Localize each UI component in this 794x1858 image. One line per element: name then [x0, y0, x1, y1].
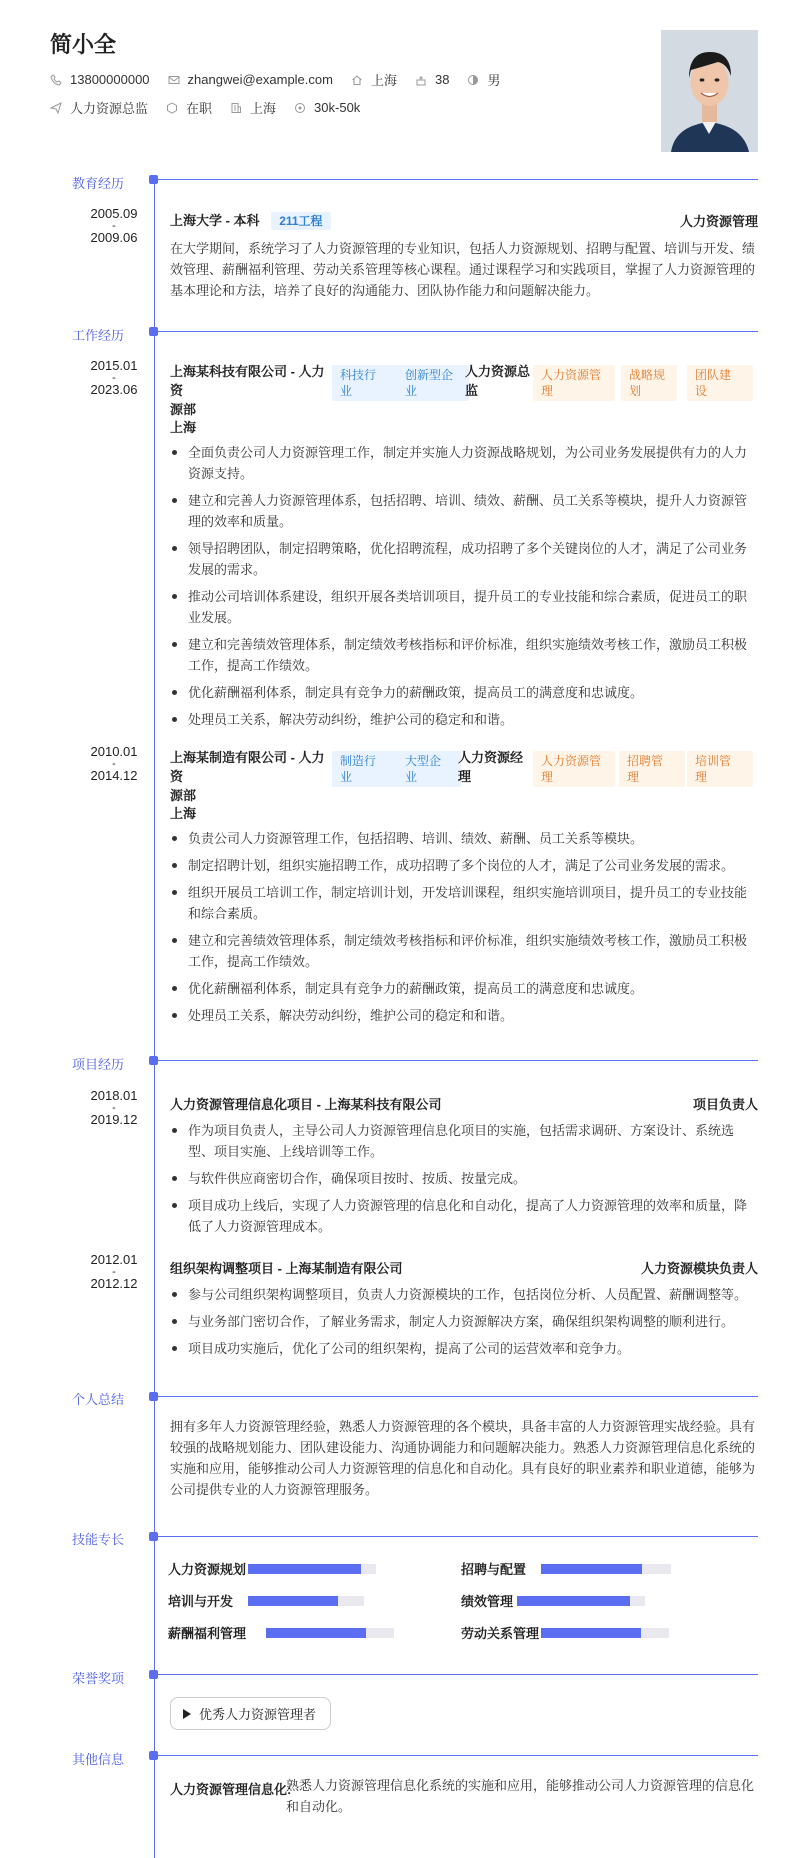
title-line: 人力资源总: [465, 364, 531, 379]
date-separator: -: [112, 758, 116, 770]
section-divider: [158, 331, 758, 332]
skill-item: [461, 1591, 645, 1610]
section-title-work: 工作经历: [72, 328, 125, 343]
section-marker: [149, 1392, 158, 1401]
project-date: [84, 1088, 144, 1128]
list-item: 作为项目负责人，主导公司人力资源管理信息化项目的实施，包括需求调研、方案设计、系统选型、项目实施、上线培训等工作。: [170, 1120, 758, 1162]
other-label: 人力资源管理信息化:: [170, 1782, 292, 1797]
skill-item: [168, 1559, 376, 1578]
skill-bar: [266, 1628, 394, 1638]
date-separator: -: [112, 1266, 116, 1278]
end-date: 2023.06: [90, 382, 138, 397]
status-icon: [166, 102, 178, 114]
company-line: 源部: [170, 788, 197, 803]
tag-text: 大型企 业: [405, 754, 442, 784]
tag-text: 人力资源管 理: [541, 754, 602, 784]
education-entry: [170, 210, 331, 230]
section-marker: [149, 1670, 158, 1679]
skill-tag: [619, 751, 685, 787]
project-name: 人力资源管理信息化项目 - 上海某科技有限公司: [170, 1097, 442, 1112]
skill-name: 招聘与配置: [461, 1562, 527, 1577]
other-text: 熟悉人力资源管理信息化系统的实施和应用，能够推动公司人力资源管理的信息化和自动化。: [286, 1778, 755, 1814]
start-date: 2012.01: [90, 1252, 138, 1267]
target-position: 人力资源总监: [70, 101, 149, 116]
section-divider: [158, 1674, 758, 1675]
skill-bar: [541, 1628, 669, 1638]
tag-text: 团队建 设: [695, 368, 732, 398]
project-role: 项目负责人: [692, 1097, 758, 1112]
section-marker: [149, 1532, 158, 1541]
gender-icon: [467, 74, 479, 86]
tag-text: 科技行 业: [340, 368, 377, 398]
company-line: 上海某科技有限公司 - 人力资: [170, 364, 325, 398]
section-divider: [158, 179, 758, 180]
work-title: [465, 362, 535, 400]
section-marker: [149, 1751, 158, 1760]
list-item: 优化薪酬福利体系，制定具有竞争力的薪酬政策，提高员工的满意度和忠诚度。: [170, 682, 758, 703]
company-type-tag: [397, 365, 469, 401]
skill-item: [168, 1623, 394, 1642]
timeline-line: [154, 179, 155, 1858]
project-bullets: [170, 1120, 758, 1243]
work-date: [84, 358, 144, 398]
education-description: 在大学期间，系统学习了人力资源管理的专业知识，包括人力资源规划、招聘与配置、培训与开发、绩效管理、薪酬福利管理、劳动关系管理等核心课程。通过课程学习和实践项目，掌握了人力资源管理的基本理论和方法，培养了良好的沟通能力、团队协作能力和问题解决能力。: [170, 241, 756, 298]
date-separator: -: [112, 372, 116, 384]
tag-text: 人力资源管理: [541, 368, 602, 398]
industry-tag: [332, 365, 404, 401]
section-title-projects: 项目经历: [72, 1057, 125, 1072]
list-item: 负责公司人力资源管理工作，包括招聘、培训、绩效、薪酬、员工关系等模块。: [170, 828, 758, 849]
end-date: 2009.06: [90, 230, 138, 245]
phone-icon: [50, 74, 62, 86]
skill-level: [541, 1628, 641, 1638]
tag-text: 培训管 理: [695, 754, 732, 784]
industry-tag: [332, 751, 404, 787]
list-item: 参与公司组织架构调整项目，负责人力资源模块的工作，包括岗位分析、人员配置、薪酬调整等。: [170, 1284, 758, 1305]
skill-level: [517, 1596, 630, 1606]
list-item: 领导招聘团队，制定招聘策略，优化招聘流程，成功招聘了多个关键岗位的人才，满足了公司业务发展的需求。: [170, 538, 758, 580]
work-city: 上海: [250, 101, 277, 116]
start-date: 2005.09: [90, 206, 138, 221]
skill-item: [168, 1591, 364, 1610]
skill-level: [248, 1564, 361, 1574]
skill-tag: [533, 751, 615, 787]
work-bullets: [170, 828, 758, 1032]
skill-bar: [248, 1596, 364, 1606]
contact-row: [50, 70, 518, 89]
tag-text: 战略规 划: [629, 368, 666, 398]
list-item: 项目成功上线后，实现了人力资源管理的信息化和自动化，提高了人力资源管理的效率和质量，降低了人力资源管理成本。: [170, 1195, 758, 1237]
skill-name: 薪酬福利管理: [168, 1626, 247, 1641]
education-date: [84, 206, 144, 246]
skill-bar: [541, 1564, 671, 1574]
section-divider: [158, 1536, 758, 1537]
date-separator: -: [112, 220, 116, 232]
section-marker: [149, 175, 158, 184]
city: 上海: [370, 73, 397, 88]
section-marker: [149, 327, 158, 336]
section-title-other: 其他信息: [72, 1752, 125, 1767]
job-intent-row: [50, 98, 378, 117]
building-icon: [230, 102, 242, 114]
list-item: 与软件供应商密切合作，确保项目按时、按质、按量完成。: [170, 1168, 758, 1189]
section-divider: [158, 1396, 758, 1397]
list-item: 建立和完善绩效管理体系，制定绩效考核指标和评价标准，组织实施绩效考核工作，激励员工积极工作，提高工作绩效。: [170, 634, 758, 676]
list-item: 优化薪酬福利体系，制定具有竞争力的薪酬政策，提高员工的满意度和忠诚度。: [170, 978, 758, 999]
skill-name: 绩效管理: [461, 1594, 514, 1609]
work-company: [170, 748, 330, 805]
section-title-summary: 个人总结: [72, 1392, 125, 1407]
project-bullets: [170, 1284, 758, 1365]
list-item: 建立和完善人力资源管理体系，包括招聘、培训、绩效、薪酬、员工关系等模块，提升人力资源管理的效率和质量。: [170, 490, 758, 532]
list-item: 与业务部门密切合作，了解业务需求，制定人力资源解决方案，确保组织架构调整的顺利进行。: [170, 1311, 758, 1332]
tag-text: 创新型企 业: [405, 368, 454, 398]
award-badge: [170, 1697, 331, 1730]
skill-tag: [621, 365, 677, 401]
age: 38: [434, 72, 450, 87]
skill-level: [266, 1628, 366, 1638]
skill-item: [461, 1623, 669, 1642]
project-date: [84, 1252, 144, 1292]
expected-salary: 30k-50k: [314, 100, 361, 115]
title-line: 人力资源经: [458, 750, 524, 765]
email-address: zhangwei@example.com: [187, 72, 333, 87]
school-tag: 211工程: [271, 212, 330, 230]
skill-name: 培训与开发: [168, 1594, 234, 1609]
project-name: 组织架构调整项目 - 上海某制造有限公司: [170, 1261, 403, 1276]
work-location: 上海: [170, 806, 197, 821]
candidate-name: 简小全: [50, 32, 117, 57]
list-item: 处理员工关系，解决劳动纠纷，维护公司的稳定和和谐。: [170, 1005, 758, 1026]
award-name: 优秀人力资源管理者: [199, 1707, 317, 1722]
company-line: 源部: [170, 402, 197, 417]
school-degree: 上海大学 - 本科: [170, 213, 260, 228]
list-item: 项目成功实施后，优化了公司的组织架构，提高了公司的运营效率和竞争力。: [170, 1338, 758, 1359]
tag-text: 制造行 业: [340, 754, 377, 784]
skill-bar: [517, 1596, 645, 1606]
list-item: 处理员工关系，解决劳动纠纷，维护公司的稳定和和谐。: [170, 709, 758, 730]
project-role: 人力资源模块负责人: [640, 1261, 758, 1276]
salary-icon: [294, 102, 306, 114]
end-date: 2014.12: [90, 768, 138, 783]
work-location: 上海: [170, 420, 197, 435]
company-line: 上海某制造有限公司 - 人力资: [170, 750, 325, 784]
gender: 男: [487, 73, 501, 88]
title-line: 理: [458, 769, 472, 784]
section-title-awards: 荣誉奖项: [72, 1671, 125, 1686]
skill-item: [461, 1559, 671, 1578]
list-item: 建立和完善绩效管理体系，制定绩效考核指标和评价标准，组织实施绩效考核工作，激励员工积极工作，提高工作绩效。: [170, 930, 758, 972]
work-date: [84, 744, 144, 784]
play-icon: [183, 1709, 191, 1719]
age-icon: [415, 74, 427, 86]
home-icon: [351, 74, 363, 86]
skill-tag: [687, 751, 753, 787]
mail-icon: [168, 74, 180, 86]
end-date: 2012.12: [90, 1276, 138, 1291]
list-item: 推动公司培训体系建设，组织开展各类培训项目，提升员工的专业技能和综合素质，促进员工的职业发展。: [170, 586, 758, 628]
end-date: 2019.12: [90, 1112, 138, 1127]
date-separator: -: [112, 1102, 116, 1114]
phone-number: 13800000000: [70, 72, 150, 87]
profile-photo: [661, 30, 758, 152]
section-divider: [158, 1060, 758, 1061]
summary-text: 拥有多年人力资源管理经验，熟悉人力资源管理的各个模块，具备丰富的人力资源管理实战经验。具有较强的战略规划能力、团队建设能力、沟通协调能力和问题解决能力。熟悉人力资源管理信息化系统的实施和应用，能够推动公司人力资源管理的信息化和自动化。具有良好的职业素养和职业道德，能够为公司提供专业的人力资源管理服务。: [170, 1419, 756, 1497]
employment-status: 在职: [186, 101, 213, 116]
list-item: 组织开展员工培训工作，制定培训计划，开发培训课程，组织实施培训项目，提升员工的专业技能和综合素质。: [170, 882, 758, 924]
start-date: 2015.01: [90, 358, 138, 373]
section-title-skills: 技能专长: [72, 1532, 125, 1547]
skill-name: 人力资源规划: [168, 1562, 247, 1577]
start-date: 2018.01: [90, 1088, 138, 1103]
work-title: [458, 748, 528, 786]
work-company: [170, 362, 330, 419]
skill-tag: [687, 365, 753, 401]
start-date: 2010.01: [90, 744, 138, 759]
list-item: 制定招聘计划，组织实施招聘工作，成功招聘了多个岗位的人才，满足了公司业务发展的需求。: [170, 855, 758, 876]
company-type-tag: [397, 751, 461, 787]
section-divider: [158, 1755, 758, 1756]
title-line: 监: [465, 383, 479, 398]
skill-tag: [533, 365, 615, 401]
major: 人力资源管理: [679, 214, 758, 229]
skill-name: 劳动关系管理: [461, 1626, 540, 1641]
section-marker: [149, 1056, 158, 1065]
list-item: 全面负责公司人力资源管理工作，制定并实施人力资源战略规划，为公司业务发展提供有力的人力资源支持。: [170, 442, 758, 484]
send-icon: [50, 102, 62, 114]
section-title-education: 教育经历: [72, 176, 125, 191]
skill-level: [248, 1596, 338, 1606]
work-bullets: [170, 442, 758, 736]
skill-level: [541, 1564, 642, 1574]
tag-text: 招聘管 理: [627, 754, 664, 784]
skill-bar: [248, 1564, 376, 1574]
